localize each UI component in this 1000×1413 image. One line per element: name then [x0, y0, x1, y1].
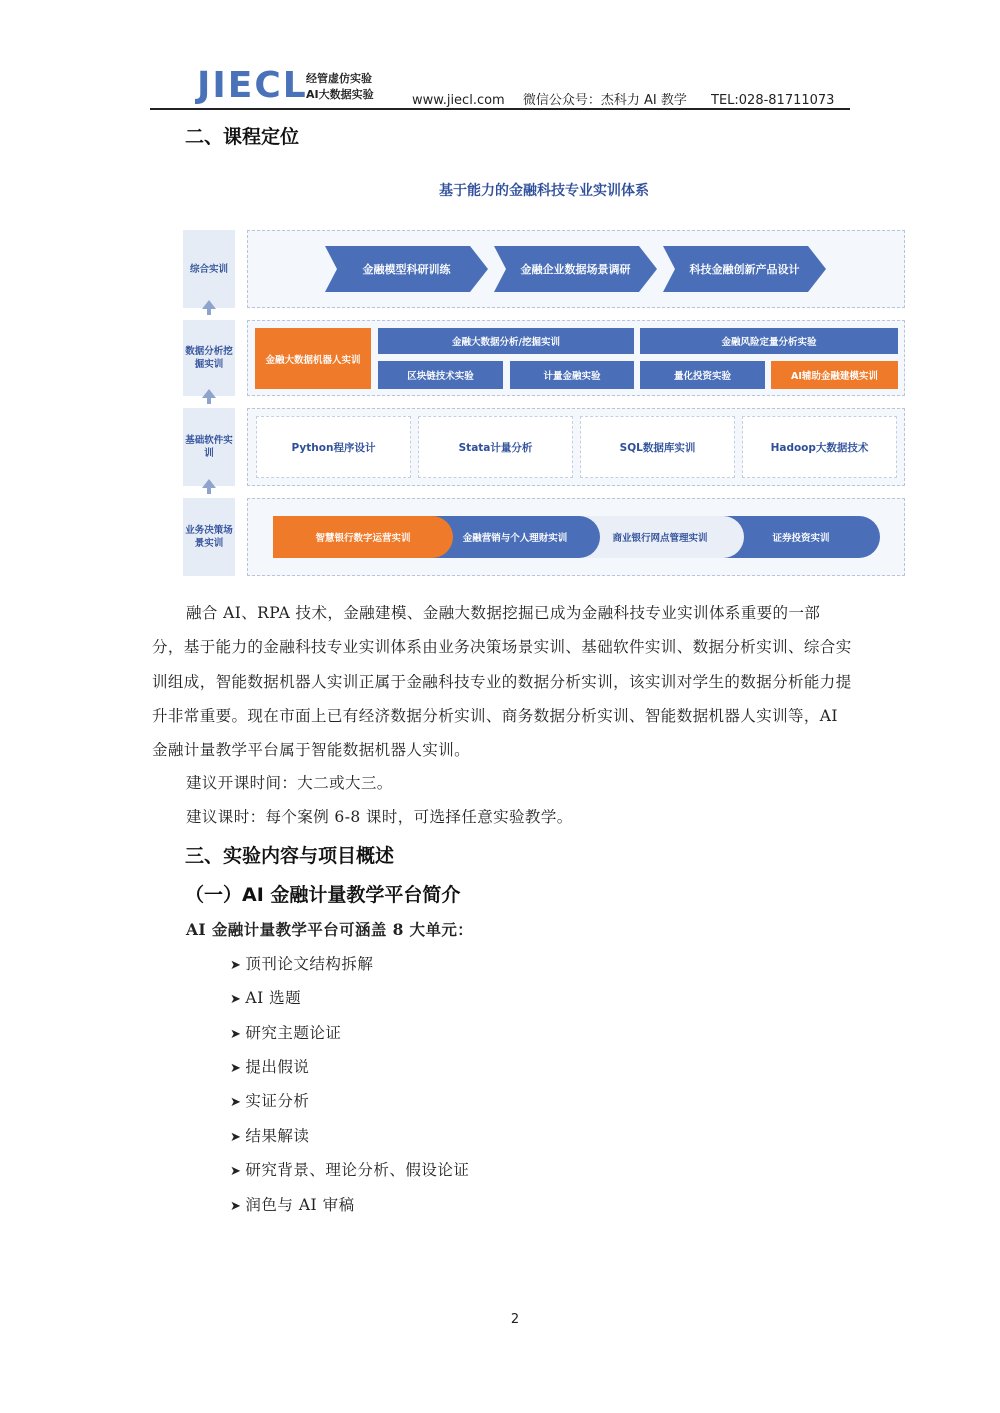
software-card: Python程序设计: [256, 416, 411, 478]
chevron-label: 金融企业数据场景调研: [520, 263, 631, 276]
scenario-pill: 证券投资实训: [722, 516, 880, 558]
suggested-hours: 建议课时：每个案例 6-8 课时，可选择任意实验教学。: [186, 808, 573, 826]
header-divider: [150, 108, 850, 110]
up-arrow-icon: [202, 300, 216, 309]
wechat-text: 微信公众号：杰科力 AI 教学: [522, 93, 687, 108]
row-panel-business-decision: [247, 498, 905, 576]
row-label-comprehensive: 综合实训: [183, 230, 235, 308]
arrow-right-icon: ➤: [230, 1164, 242, 1179]
software-card: Stata计量分析: [418, 416, 573, 478]
row-panel-data-analysis: [247, 320, 905, 396]
unit-list-item: ➤ 结果解读: [230, 1127, 310, 1145]
sub-item: AI辅助金融建模实训: [771, 361, 898, 389]
arrow-right-icon: ➤: [230, 1061, 242, 1076]
sub-item: 计量金融实验: [510, 361, 634, 389]
row-panel-comprehensive: [247, 230, 905, 308]
suggested-term: 建议开课时间：大二或大三。: [186, 774, 393, 792]
arrow-right-icon: ➤: [230, 1095, 242, 1110]
chevron-label: 金融模型科研训练: [362, 263, 451, 276]
unit-list-item: ➤ 提出假说: [230, 1058, 310, 1076]
group-header: 金融风险定量分析实验: [640, 328, 898, 354]
chevron-item: [325, 246, 488, 292]
software-card: SQL数据库实训: [580, 416, 735, 478]
row-label-data-analysis: 数据分析挖掘实训: [183, 320, 235, 396]
chevron-label: 科技金融创新产品设计: [689, 263, 800, 276]
software-card: Hadoop大数据技术: [742, 416, 897, 478]
unit-list-item: ➤ AI 选题: [230, 989, 302, 1007]
up-arrow-icon: [202, 479, 216, 488]
unit-list-item: ➤ 研究主题论证: [230, 1024, 342, 1042]
unit-list-item: ➤ 顶刊论文结构拆解: [230, 955, 374, 973]
logo-subtitle: [306, 71, 374, 103]
section-3-subtitle: （一）AI 金融计量教学平台简介: [185, 884, 461, 906]
logo: JIECL: [197, 65, 308, 106]
arrow-right-icon: ➤: [230, 1199, 242, 1214]
chevron-item: [663, 246, 826, 292]
unit-list-item: ➤ 实证分析: [230, 1092, 310, 1110]
scenario-pill: 商业银行网点管理实训: [576, 516, 744, 558]
row-panel-basic-software: [247, 408, 905, 486]
row-label-basic-software: 基础软件实训: [183, 408, 235, 486]
logo-subtitle-line-2: AI大数据实验: [306, 88, 374, 101]
training-system-diagram: [183, 170, 905, 580]
main-item: 金融大数据机器人实训: [255, 328, 371, 389]
website-link[interactable]: www.jiecl.com: [412, 93, 505, 108]
scenario-pill: 金融营销与个人理财实训: [430, 516, 600, 558]
logo-subtitle-line-1: 经管虚仿实验: [306, 72, 372, 85]
row-label-business-decision: 业务决策场景实训: [183, 498, 235, 576]
group-header: 金融大数据分析/挖掘实训: [378, 328, 634, 354]
scenario-pill: 智慧银行数字运营实训: [273, 516, 453, 558]
chevron-item: [494, 246, 657, 292]
page-number: 2: [510, 1312, 520, 1327]
sub-item: 区块链技术实验: [378, 361, 503, 389]
arrow-right-icon: ➤: [230, 1130, 242, 1145]
tel-text: TEL:028-81711073: [711, 93, 835, 108]
arrow-right-icon: ➤: [230, 992, 242, 1007]
arrow-right-icon: ➤: [230, 1027, 242, 1042]
unit-list-item: ➤ 润色与 AI 审稿: [230, 1196, 355, 1214]
unit-list-item: ➤ 研究背景、理论分析、假设论证: [230, 1161, 470, 1179]
diagram-title: 基于能力的金融科技专业实训体系: [439, 183, 649, 199]
arrow-right-icon: ➤: [230, 958, 242, 973]
section-3-title: 三、实验内容与项目概述: [185, 845, 395, 867]
units-lead: AI 金融计量教学平台可涵盖 8 大单元：: [186, 920, 474, 939]
intro-paragraph: 融合 AI、RPA 技术，金融建模、金融大数据挖掘已成为金融科技专业实训体系重要的一部分，基于能力的金融科技专业实训体系由业务决策场景实训、基础软件实训、数据分析实训、综合实训组成，智能数据机器人实训正属于金融科技专业的数据分析实训，该实训对学生的数据分析能力提升非常重要。现在市面上已有经济数据分析实训、商务数据分析实训、智能数据机器人实训等，AI 金融计量教学平台属于智能数据机器人实训。: [152, 604, 852, 760]
sub-item: 量化投资实验: [640, 361, 765, 389]
up-arrow-icon: [202, 389, 216, 398]
section-2-title: 二、课程定位: [185, 126, 300, 148]
header-contact: [412, 89, 848, 108]
